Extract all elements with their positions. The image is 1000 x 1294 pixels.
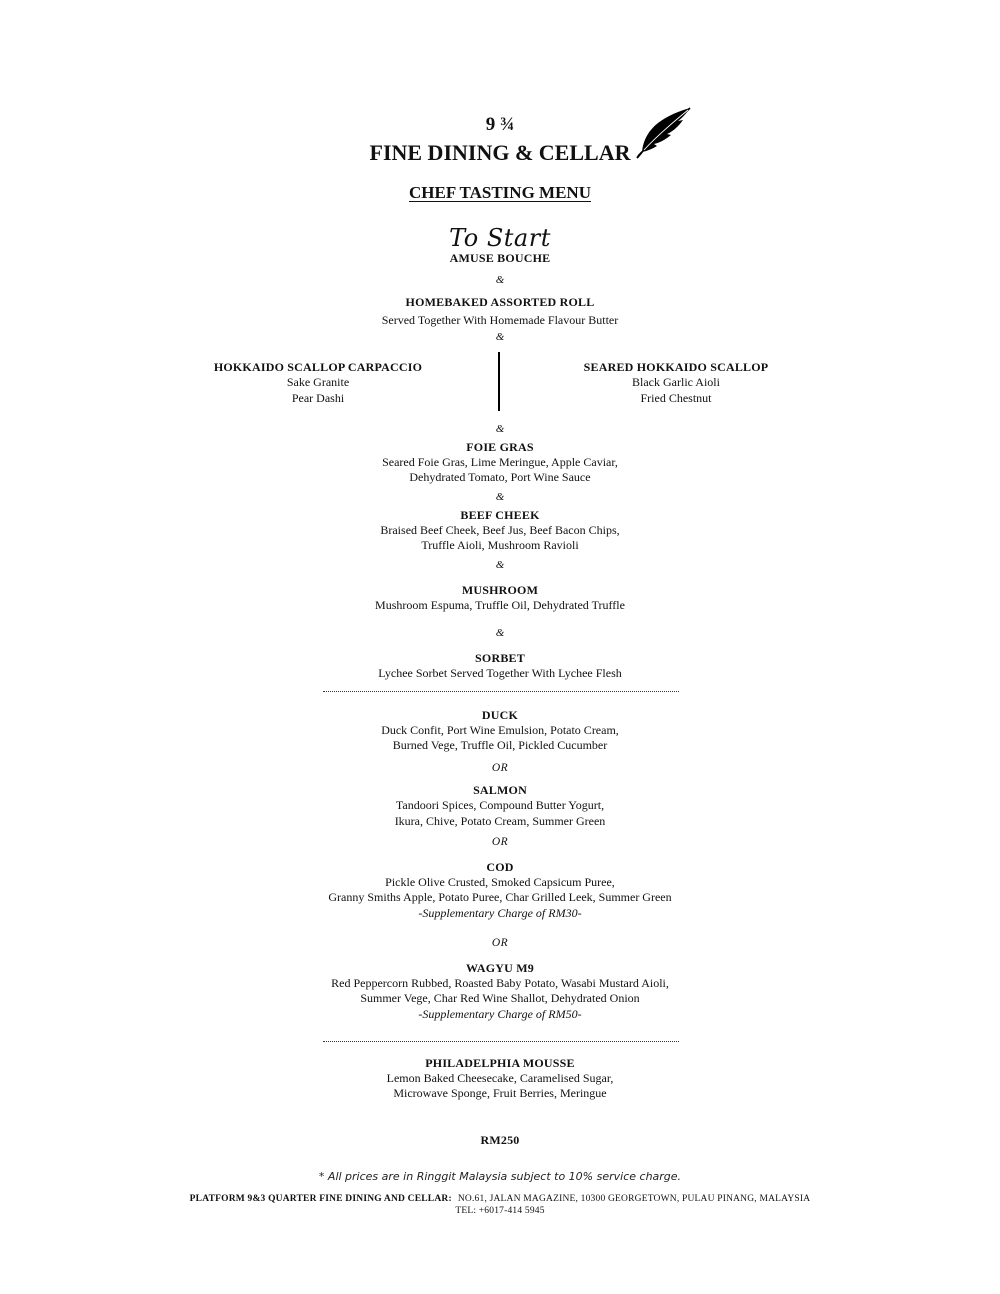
course-desc: Pear Dashi — [291, 390, 345, 405]
course-amuse-bouche: AMUSE BOUCHE — [449, 251, 551, 265]
ampersand-divider: & — [495, 627, 505, 639]
section-script-heading: To Start — [449, 224, 551, 252]
service-charge-note: * All prices are in Ringgit Malaysia subject to 10% service charge. — [318, 1170, 682, 1183]
course-desc: Braised Beef Cheek, Beef Jus, Beef Bacon Chips, — [380, 523, 620, 537]
course-desc: Dehydrated Tomato, Port Wine Sauce — [409, 470, 591, 484]
menu-price: RM250 — [480, 1133, 520, 1147]
course-desc: Ikura, Chive, Potato Cream, Summer Green — [394, 814, 606, 828]
course-wagyu: WAGYU M9 — [466, 961, 534, 975]
restaurant-name: FINE DINING & CELLAR — [369, 140, 631, 165]
course-desc: Lemon Baked Cheesecake, Caramelised Sugar, — [386, 1071, 614, 1085]
course-desc: Fried Chestnut — [640, 390, 712, 405]
dotted-separator — [323, 1041, 679, 1042]
course-seared-scallop: SEARED HOKKAIDO SCALLOP — [583, 360, 769, 374]
course-mushroom: MUSHROOM — [461, 583, 539, 597]
course-foie-gras: FOIE GRAS — [466, 440, 534, 454]
or-divider: OR — [491, 836, 509, 848]
vertical-divider — [498, 352, 500, 411]
course-desc: Granny Smiths Apple, Potato Puree, Char Grilled Leek, Summer Green — [328, 890, 672, 904]
course-desc: Served Together With Homemade Flavour Butter — [381, 313, 619, 327]
course-duck: DUCK — [481, 708, 519, 722]
footer-address-line — [0, 1194, 1000, 1204]
footer-address: NO.61, JALAN MAGAZINE, 10300 GEORGETOWN, PULAU PINANG, MALAYSIA — [457, 1194, 811, 1204]
course-beef-cheek: BEEF CHEEK — [460, 508, 540, 522]
supplementary-charge: -Supplementary Charge of RM30- — [418, 906, 582, 920]
course-homebaked-roll: HOMEBAKED ASSORTED ROLL — [405, 295, 595, 309]
or-divider: OR — [491, 937, 509, 949]
course-desc: Microwave Sponge, Fruit Berries, Meringue — [393, 1086, 607, 1100]
footer-tel: TEL: +6017-414 5945 — [455, 1206, 545, 1216]
course-desc: Seared Foie Gras, Lime Meringue, Apple Caviar, — [382, 455, 618, 469]
menu-title-text: CHEF TASTING MENU — [409, 183, 591, 202]
ampersand-divider: & — [495, 559, 505, 571]
course-desc: Tandoori Spices, Compound Butter Yogurt, — [395, 798, 605, 812]
ampersand-divider: & — [495, 274, 505, 286]
ampersand-divider: & — [495, 423, 505, 435]
course-desc: Mushroom Espuma, Truffle Oil, Dehydrated Truffle — [375, 598, 625, 612]
course-scallop-carpaccio: HOKKAIDO SCALLOP CARPACCIO — [213, 360, 423, 374]
feather-quill-icon — [634, 106, 694, 160]
course-desc: Burned Vege, Truffle Oil, Pickled Cucumber — [392, 738, 608, 752]
course-desc: Red Peppercorn Rubbed, Roasted Baby Potato, Wasabi Mustard Aioli, — [331, 976, 669, 990]
dotted-separator — [323, 691, 679, 692]
course-salmon: SALMON — [473, 783, 527, 797]
course-desc: Sake Granite — [286, 375, 350, 389]
course-philadelphia-mousse: PHILADELPHIA MOUSSE — [425, 1056, 575, 1070]
footer-company: PLATFORM 9&3 QUARTER FINE DINING AND CELLAR — [189, 1194, 449, 1204]
scallop-right-option — [546, 360, 806, 406]
menu-title — [0, 183, 1000, 203]
course-desc: Truffle Aioli, Mushroom Ravioli — [421, 538, 579, 552]
ampersand-divider: & — [495, 331, 505, 343]
course-desc: Summer Vege, Char Red Wine Shallot, Dehydrated Onion — [360, 991, 640, 1005]
logo-fraction: 9 ¾ — [485, 114, 515, 135]
footer-colon: : — [448, 1194, 452, 1204]
ampersand-divider: & — [495, 491, 505, 503]
or-divider: OR — [491, 762, 509, 774]
course-desc: Black Garlic Aioli — [632, 375, 720, 389]
scallop-left-option — [188, 360, 448, 406]
course-desc: Lychee Sorbet Served Together With Lychee Flesh — [378, 666, 622, 680]
course-desc: Duck Confit, Port Wine Emulsion, Potato Cream, — [381, 723, 619, 737]
supplementary-charge: -Supplementary Charge of RM50- — [418, 1007, 582, 1021]
course-cod: COD — [486, 860, 514, 874]
course-sorbet: SORBET — [475, 651, 525, 665]
course-desc: Pickle Olive Crusted, Smoked Capsicum Puree, — [385, 875, 615, 889]
